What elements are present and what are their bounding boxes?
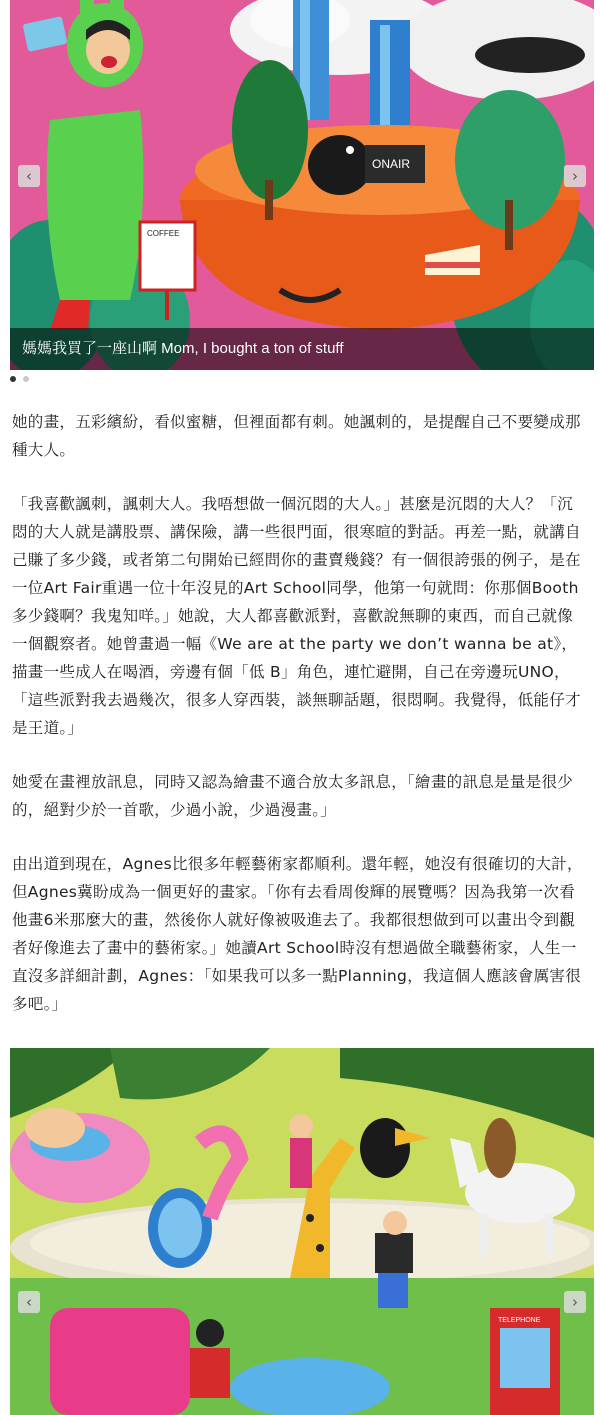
painting-image	[10, 0, 594, 370]
carousel-next-button[interactable]	[564, 1291, 586, 1313]
carousel-next-button[interactable]	[564, 165, 586, 187]
pagination-dot-active[interactable]	[10, 376, 16, 382]
carousel-prev-button[interactable]	[18, 1291, 40, 1313]
chevron-right-icon: ›	[572, 1293, 578, 1311]
pagination-dot[interactable]	[23, 376, 29, 382]
article-paragraph: 她愛在畫裡放訊息，同時又認為繪畫不適合放太多訊息，「繪畫的訊息是量是很少的，絕對少於一首歌，少過小說，少過漫畫。」	[12, 773, 574, 819]
image-carousel-top[interactable]	[10, 0, 594, 370]
article-body	[0, 408, 600, 1018]
carousel-pagination	[10, 370, 600, 394]
chevron-left-icon: ‹	[26, 167, 32, 185]
article-paragraph: 「我喜歡諷刺，諷刺大人。我唔想做一個沉悶的大人。」甚麼是沉悶的大人？「沉悶的大人就是講股票、講保險，講一些很門面，很寒暄的對話。再差一點，就講自己賺了多少錢，或者第二句開始已經問你的畫賣幾錢？有一個很誇張的例子，是在一位Art Fair重遇一位十年沒見的Art School同學，他第一句就問：你那個Booth多少錢啊？我鬼知咩。」她說，大人都喜歡派對，喜歡說無聊的東西，而自己就像一個觀察者。她曾畫過一幅《We are at the party we don’t wanna be at》，描畫一些成人在喝酒，旁邊有個「低 B」角色，連忙避開，自己在旁邊玩UNO，「這些派對我去過幾次，很多人穿西裝，談無聊話題，很悶啊。我覺得，低能仔才是王道。」	[12, 495, 581, 737]
onair-sign: ONAIR	[372, 157, 411, 171]
telephone-sign: TELEPHONE	[498, 1317, 541, 1324]
article-paragraph: 由出道到現在，Agnes比很多年輕藝術家都順利。還年輕，她沒有很確切的大計，但Agnes冀盼成為一個更好的畫家。「你有去看周俊輝的展覽嗎？因為我第一次看他畫6米那麼大的畫，然後你人就好像被吸進去了。我都很想做到可以畫出令到觀者好像進去了畫中的藝術家。」她讀Art School時沒有想過做全職藝術家，人生一直沒多詳細計劃，Agnes：「如果我可以多一點Planning，我這個人應該會厲害很多吧。」	[12, 855, 583, 1013]
painting-image	[10, 1048, 594, 1415]
coffee-sign: COFFEE	[147, 229, 180, 238]
image-caption: 媽媽我買了一座山啊 Mom, I bought a ton of stuff	[10, 328, 594, 370]
carousel-prev-button[interactable]	[18, 165, 40, 187]
article-paragraph: 她的畫，五彩繽紛，看似蜜糖，但裡面都有刺。她諷刺的，是提醒自己不要變成那種大人。	[12, 413, 581, 459]
image-carousel-bottom[interactable]	[10, 1048, 594, 1415]
chevron-right-icon: ›	[572, 167, 578, 185]
chevron-left-icon: ‹	[26, 1293, 32, 1311]
